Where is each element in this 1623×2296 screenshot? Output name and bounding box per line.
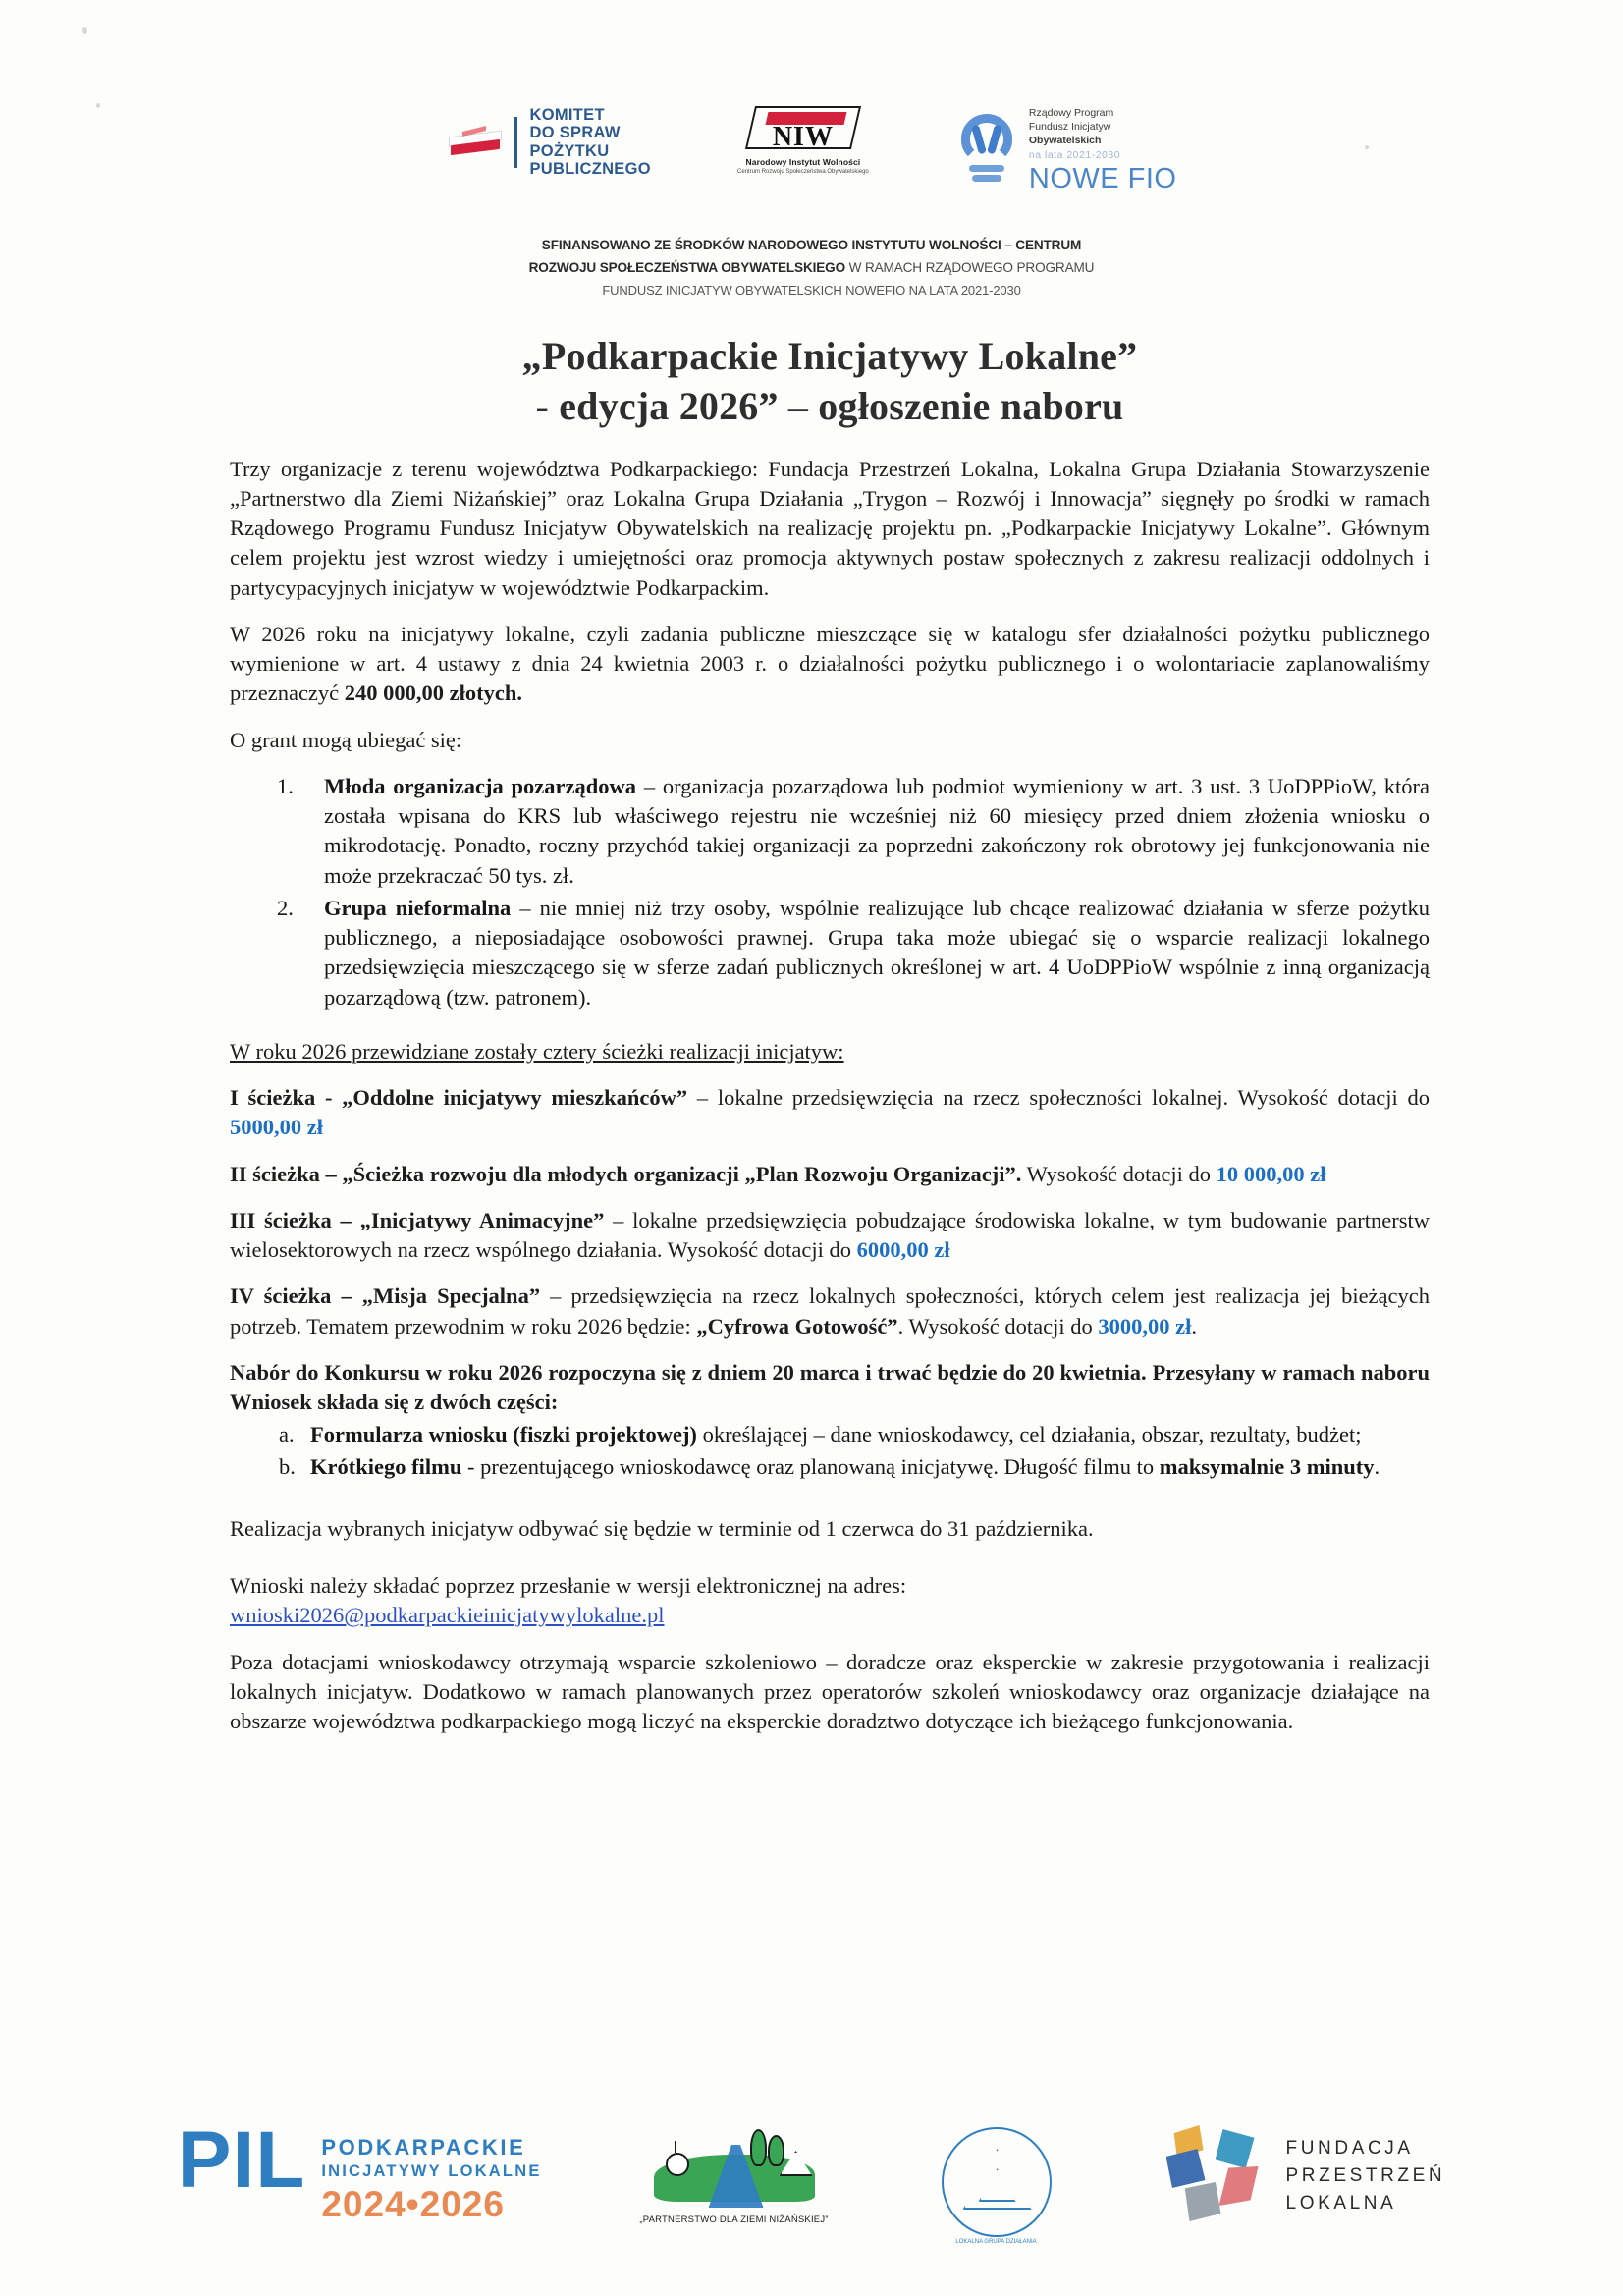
eligibility-item-1-text: – organizacja pozarządowa lub podmiot wymieniony w art. 3 ust. 3 UoDPPioW, która została wpisana do KRS lub właściwego rejestru nie wcześniej niż 60 miesięcy przed dniem złożenia wniosku o mikrodotację. Ponadto, roczny przychód takiej organizacji za poprzedni zakończony rok obrotowy jej funkcjonowania nie może przekraczać 50 tys. zł. (324, 773, 1430, 888)
recruitment-text: Nabór do Konkursu w roku 2026 rozpoczyna się z dniem 20 marca i trwać będzie do 20 kwietnia. Przesyłany w ramach naboru Wniosek składa się z dwóch części: (230, 1359, 1430, 1415)
fio-logo-text (1029, 106, 1177, 195)
intro-paragraph: Trzy organizacje z terenu województwa Podkarpackiego: Fundacja Przestrzeń Lokalna, Lokalna Grupa Działania Stowarzyszenie „Partnerstwo dla Ziemi Niżańskiej” oraz Lokalna Grupa Działania „Trygon – Rozwój i Innowacja” sięgnęły po środki w ramach Rządowego Programu Fundusz Inicjatyw Obywatelskich na realizację projektu pn. „Podkarpackie Inicjatywy Lokalne”. Głównym celem projektu jest wzrost wiedzy i umiejętności oraz promocja aktywnych postaw społecznych z zakresu realizacji oddolnych i partycypacyjnych inicjatyw w województwie Podkarpackim. (230, 456, 1430, 600)
niw-logo (724, 106, 883, 175)
path-4-after: . (1191, 1313, 1198, 1339)
niw-flag-icon (750, 106, 856, 152)
niw-abbrev: NIW (772, 122, 834, 152)
komitet-logo-text (530, 106, 651, 179)
niw-subtitle-2: Centrum Rozwoju Społeczeństwa Obywatelskiego (737, 169, 869, 175)
submission-email-wrapper (230, 1601, 1430, 1630)
path-3-desc: – lokalne przedsięwzięcia pobudzające środowiska lokalne, w tym budowanie partnerstw wielosektorowych na rzecz wspólnego działania. Wysokość dotacji do (230, 1207, 1430, 1263)
landscape-icon (648, 2127, 821, 2210)
funding-line-2-rest: W RAMACH RZĄDOWEGO PROGRAMU (845, 260, 1095, 276)
pil-line-2: INICJATYWY LOKALNE (321, 2162, 542, 2180)
nowe-fio-logo (955, 106, 1177, 195)
fio-line-4: na lata 2021-2030 (1028, 148, 1121, 161)
application-part-a-bold: Formularza wniosku (fiszki projektowej) (310, 1422, 697, 1448)
paths-heading-text: W roku 2026 przewidziane zostały cztery ścieżki realizacji inicjatyw: (230, 1038, 844, 1064)
path-4-desc-2: . Wysokość dotacji do (897, 1313, 1099, 1339)
page-title (230, 332, 1430, 432)
path-4-theme: „Cyfrowa Gotowość” (696, 1313, 898, 1339)
eligibility-list (230, 772, 1430, 1012)
path-2-label: II ścieżka – „Ścieżka rozwoju dla młodych organizacji „Plan Rozwoju Organizacji”. (230, 1161, 1022, 1186)
application-part-b-text: - prezentującego wnioskodawcę oraz planowaną inicjatywę. Długość filmu to (461, 1453, 1160, 1479)
list-item (230, 1452, 1430, 1482)
komitet-line-2: DO SPRAW (529, 124, 621, 142)
path-4-desc: – przedsięwzięcia na rzecz lokalnych społeczności, których celem jest realizacja jej bieżących potrzeb. Tematem przewodnim w roku 2026 będzie: (230, 1284, 1430, 1339)
header-logo-strip (0, 106, 1623, 195)
application-part-b-bold: Krótkiego filmu (310, 1453, 462, 1479)
path-4-label: IV ścieżka – „Misja Specjalna” (230, 1284, 541, 1309)
path-3-amount: 6000,00 zł (856, 1237, 950, 1263)
paths-heading (230, 1037, 1430, 1066)
application-parts-list (230, 1420, 1430, 1482)
vertical-divider (514, 117, 517, 168)
niw-subtitle-1: Narodowy Instytut Wolności (745, 157, 861, 167)
triangle-emblem-icon (942, 2127, 1052, 2237)
application-part-b-tail-end: . (1374, 1453, 1380, 1479)
fundacja-logo-text (1286, 2135, 1446, 2217)
lightbulb-icon (955, 114, 1018, 187)
fundacja-przestrzen-lokalna-logo (1161, 2127, 1446, 2225)
path-2-desc: Wysokość dotacji do (1021, 1161, 1217, 1186)
komitet-line-4: PUBLICZNEGO (529, 160, 651, 179)
path-3-label: III ścieżka – „Inicjatywy Animacyjne” (230, 1207, 605, 1232)
eligibility-item-1-bold: Młoda organizacja pozarządowa (324, 773, 637, 798)
funding-note (0, 234, 1623, 301)
partnerstwo-ziemi-nizanskiej-logo (636, 2127, 833, 2225)
eligibility-item-2-text: – nie mniej niż trzy osoby, wspólnie realizujące lub chcące realizować działania w sferze pożytku publicznego, a nieposiadające osobowości prawnej. Grupa taka może ubiegać się o wsparcie realizacji lokalnego przedsięwzięcia mieszczącego się w sferze zadań publicznych określonej w art. 4 UoDPPioW wspólnie z inną organizacją pozarządową (tzw. patronem). (324, 895, 1430, 1010)
support-paragraph: Poza dotacjami wnioskodawcy otrzymają wsparcie szkoleniowo – doradcze oraz eksperckie w zakresie przygotowania i realizacji lokalnych inicjatyw. Dodatkowo w ramach planowanych przez operatorów szkoleń wnioskodawcy oraz organizacje działające na obszarze województwa podkarpackiego mogą liczyć na eksperckie doradztwo dotyczące ich bieżącego funkcjonowania. (230, 1649, 1430, 1734)
path-1 (230, 1083, 1430, 1143)
budget-paragraph (230, 620, 1430, 709)
recruitment-paragraph (230, 1358, 1430, 1418)
pil-years: 2024•2026 (321, 2184, 505, 2224)
fio-wordmark: NOWE FIO (1028, 162, 1177, 194)
pil-abbrev: PIL (177, 2115, 306, 2205)
fio-line-2: Fundusz Inicjatyw (1028, 121, 1111, 134)
realization-paragraph: Realizacja wybranych inicjatyw odbywać się będzie w terminie od 1 czerwca do 31 października. (230, 1515, 1094, 1541)
pil-line-1: PODKARPACKIE (321, 2135, 526, 2159)
fundacja-line-1: FUNDACJA (1285, 2137, 1414, 2159)
path-1-desc: – lokalne przedsięwzięcia na rzecz społeczności lokalnej. Wysokość dotacji do (687, 1085, 1431, 1111)
fio-line-1: Rządowy Program (1028, 107, 1114, 119)
list-item (230, 772, 1430, 891)
budget-text: W 2026 roku na inicjatywy lokalne, czyli zadania publiczne mieszczące się w katalogu sfer działalności pożytku publicznego wymienione w art. 4 ustawy z dnia 24 kwietnia 2003 r. o działalności pożytku publicznego i o wolontariacie zaplanowaliśmy przeznaczyć (230, 621, 1430, 706)
funding-line-2-strong: ROZWOJU SPOŁECZEŃSTWA OBYWATELSKIEGO (528, 260, 846, 276)
submission-lead: Wnioski należy składać poprzez przesłanie w wersji elektronicznej na adres: (230, 1573, 907, 1599)
title-line-2: - edycja 2026” – ogłoszenie naboru (535, 383, 1124, 428)
footer-logo-strip (0, 2115, 1623, 2245)
path-4 (230, 1282, 1430, 1341)
path-1-label: I ścieżka - „Oddolne inicjatywy mieszkańców” (230, 1085, 688, 1111)
list-item (230, 894, 1430, 1012)
trygon-ring-top: LOKALNA GRUPA DZIAŁANIA (955, 2239, 1037, 2245)
funding-line-3: FUNDUSZ INICJATYW OBYWATELSKICH NOWEFIO NA LATA 2021-2030 (602, 282, 1021, 298)
submission-email-link[interactable]: wnioski2026@podkarpackieinicjatywylokalne.pl (230, 1603, 665, 1628)
fundacja-line-2: PRZESTRZEŃ (1285, 2164, 1446, 2186)
trygon-logo (927, 2127, 1066, 2245)
path-2 (230, 1160, 1430, 1189)
komitet-do-spraw-pozytku-publicznego-logo (447, 106, 651, 179)
title-line-1: „Podkarpackie Inicjatywy Lokalne” (521, 334, 1138, 378)
pil-logo (177, 2115, 542, 2225)
application-part-a-text: określającej – dane wnioskodawcy, cel działania, obszar, rezultaty, budżet; (696, 1422, 1362, 1448)
eligibility-item-2-bold: Grupa nieformalna (324, 895, 512, 920)
list-item (230, 1420, 1430, 1449)
fio-line-3: Obywatelskich (1028, 135, 1102, 147)
polish-flag-icon (447, 126, 502, 159)
path-2-amount: 10 000,00 zł (1216, 1161, 1326, 1186)
path-4-amount: 3000,00 zł (1098, 1313, 1192, 1339)
budget-amount: 240 000,00 złotych. (344, 681, 523, 706)
path-3 (230, 1206, 1430, 1266)
application-part-b-tail: maksymalnie 3 minuty (1159, 1453, 1375, 1479)
fundacja-line-3: LOKALNA (1285, 2193, 1397, 2214)
komitet-line-1: KOMITET (529, 106, 605, 124)
diamond-cluster-icon (1161, 2127, 1267, 2225)
eligibility-lead: O grant mogą ubiegać się: (230, 727, 462, 752)
path-1-amount: 5000,00 zł (230, 1115, 323, 1140)
komitet-line-3: POŻYTKU (529, 141, 610, 160)
document-content (230, 332, 1430, 1753)
funding-line-1: SFINANSOWANO ZE ŚRODKÓW NARODOWEGO INSTYTUTU WOLNOŚCI – CENTRUM (541, 238, 1082, 252)
partnerstwo-caption: „PARTNERSTWO DLA ZIEMI NIŻAŃSKIEJ” (639, 2214, 829, 2225)
scan-speck (82, 27, 87, 34)
